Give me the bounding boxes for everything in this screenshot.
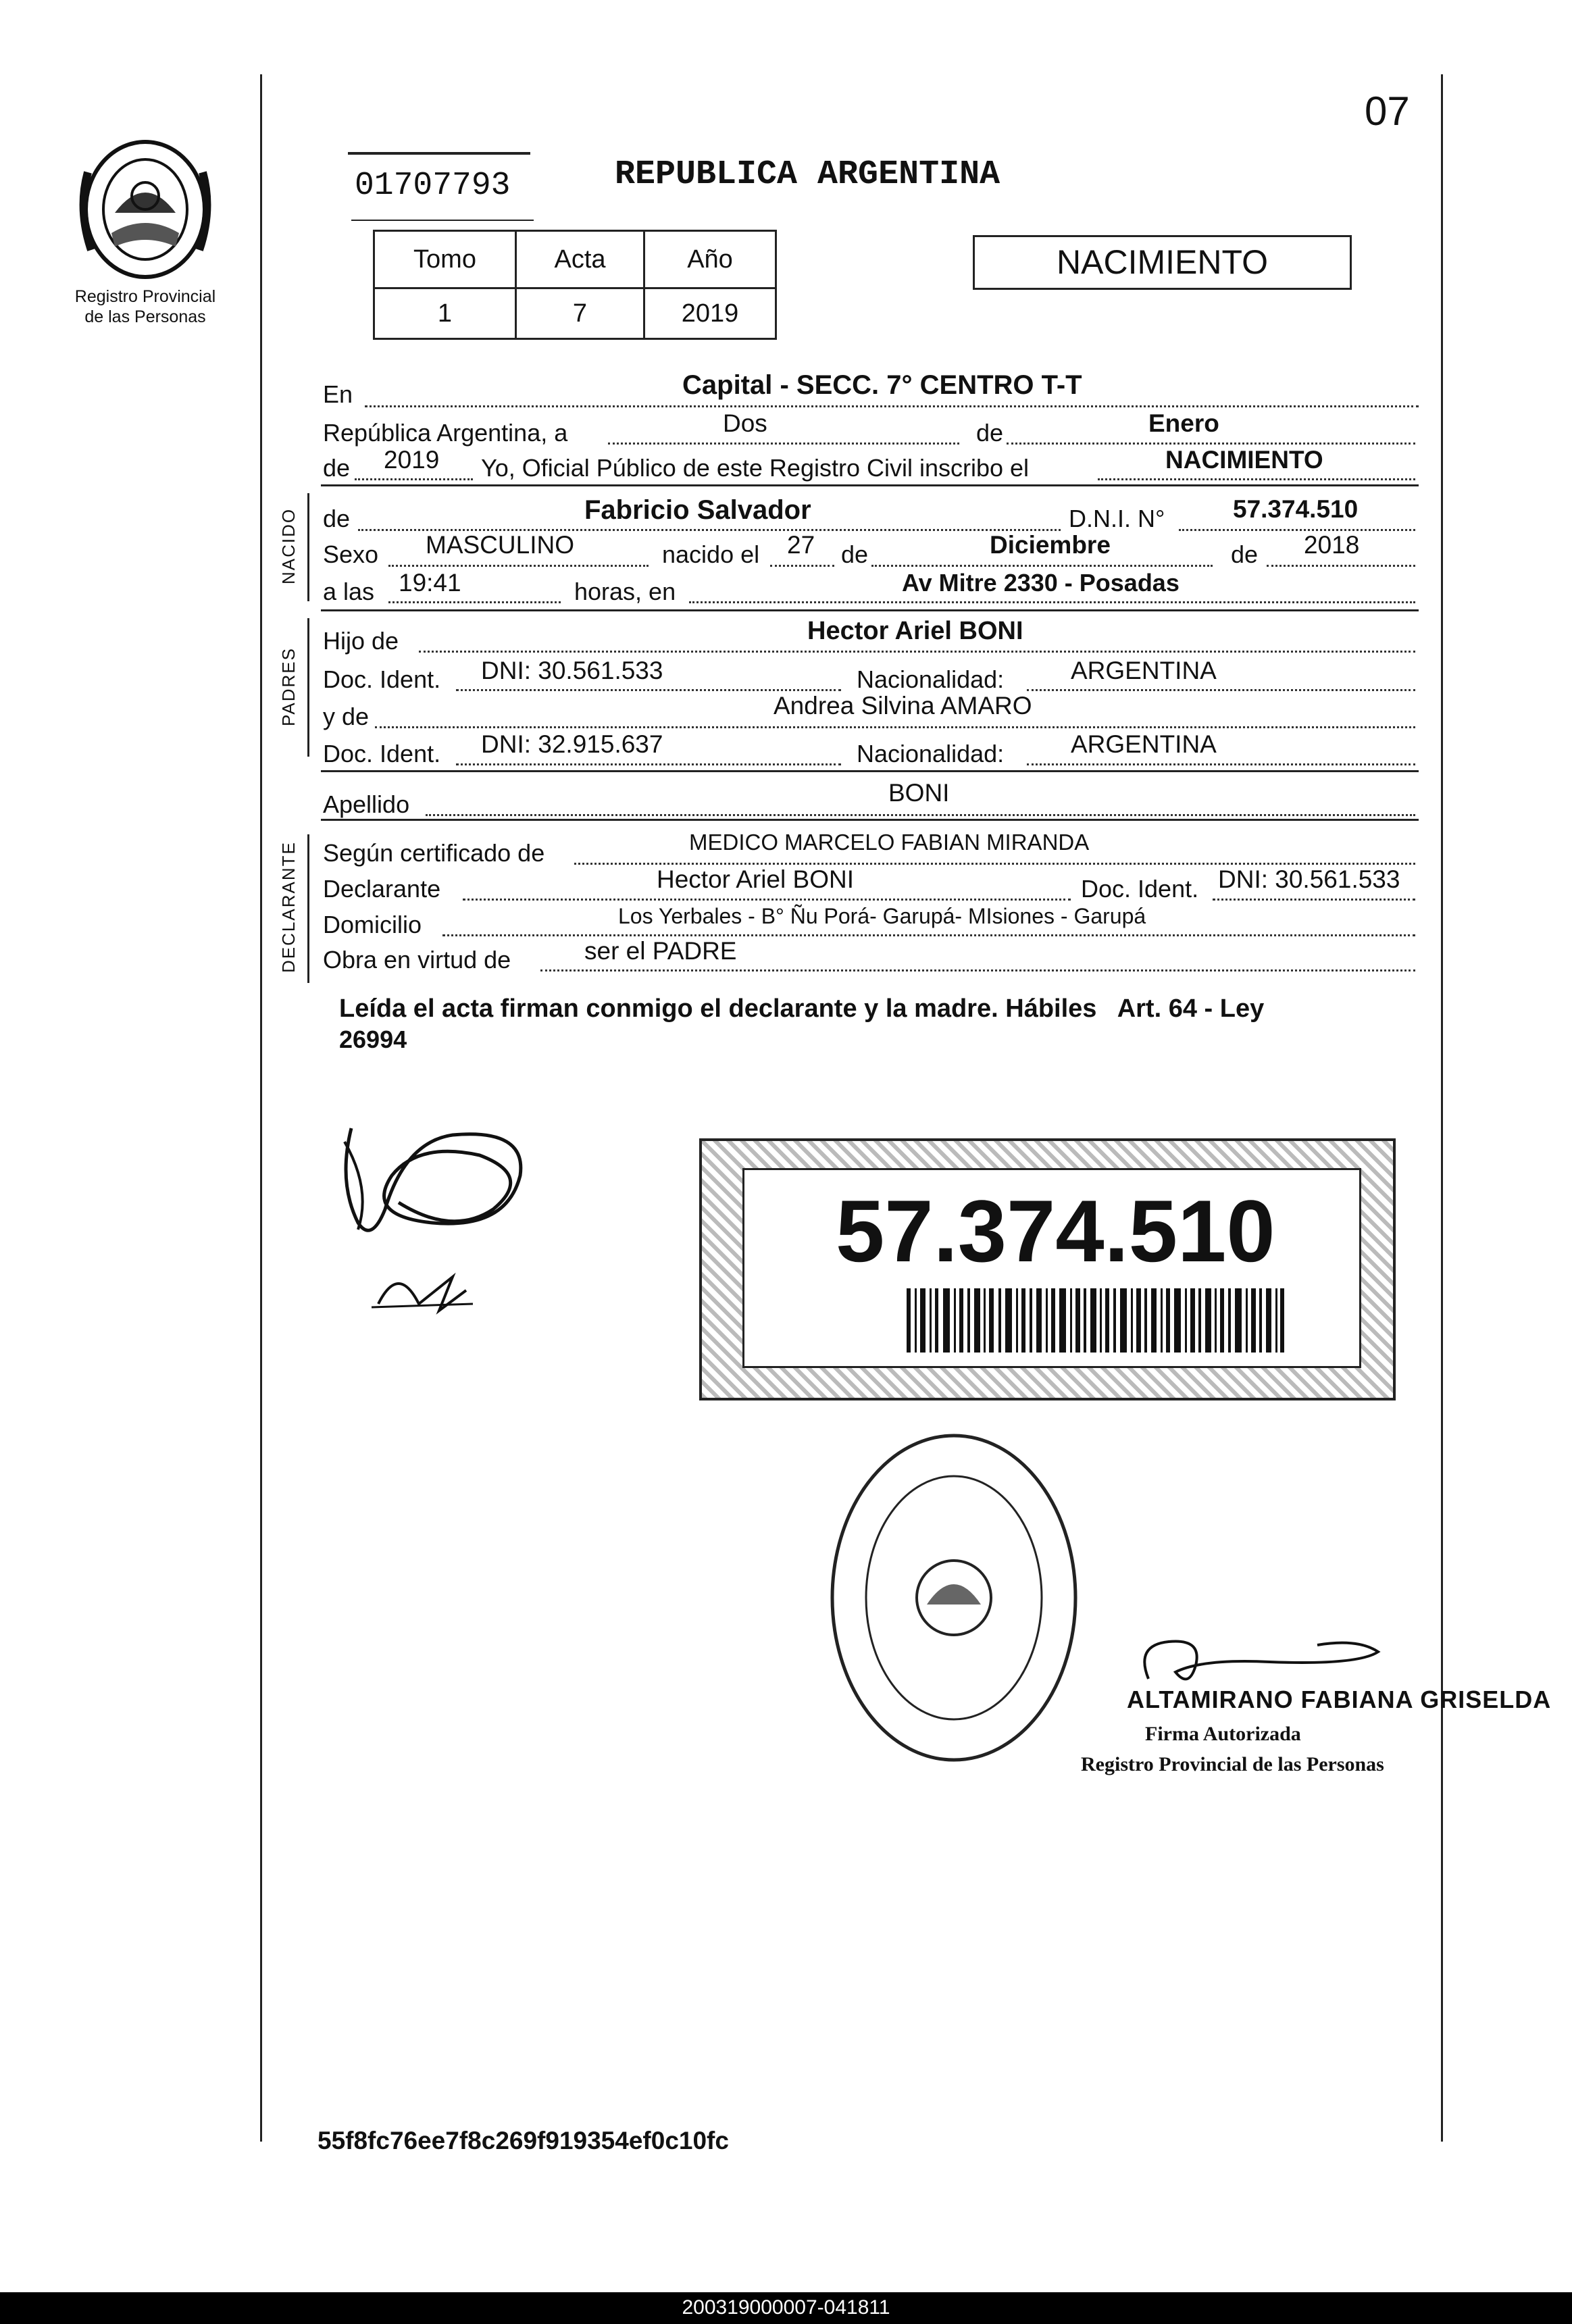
dots-act bbox=[1098, 478, 1415, 480]
dots-mother-nat bbox=[1027, 763, 1415, 765]
apellido-label: Apellido bbox=[323, 790, 410, 818]
signer-title: Firma Autorizada bbox=[1145, 1723, 1301, 1745]
father-nat-label: Nacionalidad: bbox=[857, 665, 1005, 693]
anio-header: Año bbox=[644, 231, 776, 288]
serial-bottom-line bbox=[351, 220, 534, 221]
declarant-signature bbox=[331, 1101, 547, 1317]
mother-doc-label: Doc. Ident. bbox=[323, 740, 441, 767]
decl-doc-label: Doc. Ident. bbox=[1081, 875, 1199, 903]
obra-label: Obra en virtud de bbox=[323, 946, 511, 974]
de2-label: de bbox=[323, 454, 351, 482]
register-header-row bbox=[374, 231, 776, 288]
father-nationality: ARGENTINA bbox=[1071, 657, 1217, 684]
dots-father bbox=[419, 651, 1415, 653]
dots-time bbox=[388, 601, 561, 603]
dots-sexo bbox=[388, 565, 649, 567]
separator-3 bbox=[321, 770, 1419, 772]
acta-header: Acta bbox=[516, 231, 644, 288]
serial-number: 01707793 bbox=[355, 168, 511, 204]
country-title: REPUBLICA ARGENTINA bbox=[615, 155, 1000, 194]
register-value-row bbox=[374, 288, 776, 339]
mother-doc: DNI: 32.915.637 bbox=[481, 730, 663, 758]
signer-office: Registro Provincial de las Personas bbox=[1081, 1753, 1384, 1775]
nacido-de3-label: de bbox=[1231, 540, 1259, 568]
document-hash: 55f8fc76ee7f8c269f919354ef0c10fc bbox=[318, 2127, 729, 2154]
hijo-de-label: Hijo de bbox=[323, 627, 399, 655]
authorized-signature bbox=[1135, 1632, 1392, 1692]
logo-caption-1: Registro Provincial bbox=[74, 287, 216, 306]
republic-label: República Argentina, a bbox=[323, 419, 568, 447]
right-border-line bbox=[1441, 74, 1443, 2142]
mother-nat-label: Nacionalidad: bbox=[857, 740, 1005, 767]
dots-mother bbox=[375, 726, 1415, 728]
year-value: 2019 bbox=[384, 446, 440, 474]
mother-nationality: ARGENTINA bbox=[1071, 730, 1217, 758]
birth-time: 19:41 bbox=[399, 569, 461, 597]
dots-mother-doc bbox=[456, 763, 841, 765]
dots-decl-doc bbox=[1213, 899, 1415, 901]
footer-bar bbox=[0, 2292, 1572, 2324]
de-label: de bbox=[976, 419, 1004, 447]
birth-month: Diciembre bbox=[990, 531, 1111, 559]
separator-4 bbox=[321, 819, 1419, 821]
dots-father-doc bbox=[456, 689, 841, 691]
decl-label: Declarante bbox=[323, 875, 441, 903]
nacido-de2-label: de bbox=[841, 540, 869, 568]
cert-label: Según certificado de bbox=[323, 839, 545, 867]
dni-sticker-number: 57.374.510 bbox=[836, 1182, 1275, 1280]
tomo-header: Tomo bbox=[374, 231, 516, 288]
day-value: Dos bbox=[723, 409, 767, 437]
cert-value: MEDICO MARCELO FABIAN MIRANDA bbox=[689, 830, 1090, 855]
birth-place: Av Mitre 2330 - Posadas bbox=[902, 569, 1180, 597]
nacido-name: Fabricio Salvador bbox=[584, 495, 811, 525]
decl-name: Hector Ariel BONI bbox=[657, 865, 854, 893]
officer-text: Yo, Oficial Público de este Registro Civil inscribo el bbox=[481, 454, 1030, 482]
dni-sticker-inner bbox=[742, 1168, 1361, 1368]
barcode-icon bbox=[907, 1288, 1285, 1353]
padres-bracket bbox=[307, 618, 309, 757]
dots-birth-year bbox=[1267, 565, 1415, 567]
nacido-bracket bbox=[307, 493, 309, 601]
dots-birth-day bbox=[770, 565, 834, 567]
sexo-value: MASCULINO bbox=[426, 531, 574, 559]
separator-2 bbox=[321, 609, 1419, 611]
dots-cert bbox=[574, 863, 1415, 865]
nacido-de-label: de bbox=[323, 505, 351, 532]
coat-of-arms-icon bbox=[74, 132, 216, 280]
dni-sticker bbox=[699, 1138, 1396, 1400]
province-logo bbox=[74, 132, 216, 280]
en-label: En bbox=[323, 380, 353, 408]
record-type-box: NACIMIENTO bbox=[973, 235, 1352, 290]
page-number: 07 bbox=[1365, 89, 1410, 134]
nacido-dni: 57.374.510 bbox=[1233, 495, 1359, 523]
dots-decl-name bbox=[463, 899, 1071, 901]
father-doc: DNI: 30.561.533 bbox=[481, 657, 663, 684]
dots-domicilio bbox=[442, 934, 1415, 936]
dots-apellido bbox=[426, 814, 1415, 816]
official-seal bbox=[826, 1429, 1082, 1767]
dots-birth-month bbox=[871, 565, 1213, 567]
alas-label: a las bbox=[323, 578, 375, 605]
left-margin-line bbox=[260, 74, 262, 2142]
domicilio-value: Los Yerbales - B° Ñu Porá- Garupá- MIsiones - Garupá bbox=[618, 904, 1146, 928]
sexo-label: Sexo bbox=[323, 540, 379, 568]
nacido-label: NACIDO bbox=[278, 507, 299, 584]
declarante-bracket bbox=[307, 834, 309, 983]
tomo-value: 1 bbox=[374, 288, 516, 339]
acta-value: 7 bbox=[516, 288, 644, 339]
mother-name: Andrea Silvina AMARO bbox=[774, 692, 1032, 719]
place-value: Capital - SECC. 7° CENTRO T-T bbox=[682, 370, 1082, 400]
y-de-label: y de bbox=[323, 703, 370, 730]
domicilio-label: Domicilio bbox=[323, 911, 422, 938]
padres-label: PADRES bbox=[278, 647, 299, 726]
apellido-value: BONI bbox=[888, 779, 950, 807]
father-doc-label: Doc. Ident. bbox=[323, 665, 441, 693]
dots-nacido-dni bbox=[1179, 529, 1415, 531]
nacido-dni-label: D.N.I. N° bbox=[1069, 505, 1165, 532]
serial-top-line bbox=[348, 152, 530, 155]
dots-year bbox=[355, 478, 473, 480]
horas-label: horas, en bbox=[574, 578, 676, 605]
dots-republic bbox=[608, 443, 959, 445]
dots-obra bbox=[540, 969, 1415, 971]
obra-value: ser el PADRE bbox=[584, 937, 737, 965]
dots-birth-place bbox=[689, 601, 1415, 603]
decl-doc: DNI: 30.561.533 bbox=[1218, 865, 1400, 893]
logo-caption-2: de las Personas bbox=[84, 307, 206, 326]
month-value: Enero bbox=[1148, 409, 1219, 437]
nacido-el-label: nacido el bbox=[662, 540, 760, 568]
seal-icon bbox=[826, 1429, 1082, 1767]
birth-day: 27 bbox=[787, 531, 815, 559]
father-name: Hector Ariel BONI bbox=[807, 617, 1023, 645]
dots-father-nat bbox=[1027, 689, 1415, 691]
anio-value: 2019 bbox=[644, 288, 776, 339]
separator-1 bbox=[321, 484, 1419, 486]
closing-line-1: Leída el acta firman conmigo el declarante y la madre. Hábiles Art. 64 - Ley bbox=[339, 994, 1265, 1023]
dots-en bbox=[365, 405, 1419, 407]
closing-line-2: 26994 bbox=[339, 1026, 407, 1053]
signer-name: ALTAMIRANO FABIANA GRISELDA bbox=[1127, 1686, 1552, 1713]
birth-year: 2018 bbox=[1304, 531, 1360, 559]
act-value: NACIMIENTO bbox=[1165, 446, 1323, 474]
dots-month bbox=[1007, 443, 1415, 445]
declarante-label: DECLARANTE bbox=[278, 841, 299, 973]
register-table bbox=[373, 230, 777, 340]
footer-code: 200319000007-041811 bbox=[682, 2296, 890, 2319]
